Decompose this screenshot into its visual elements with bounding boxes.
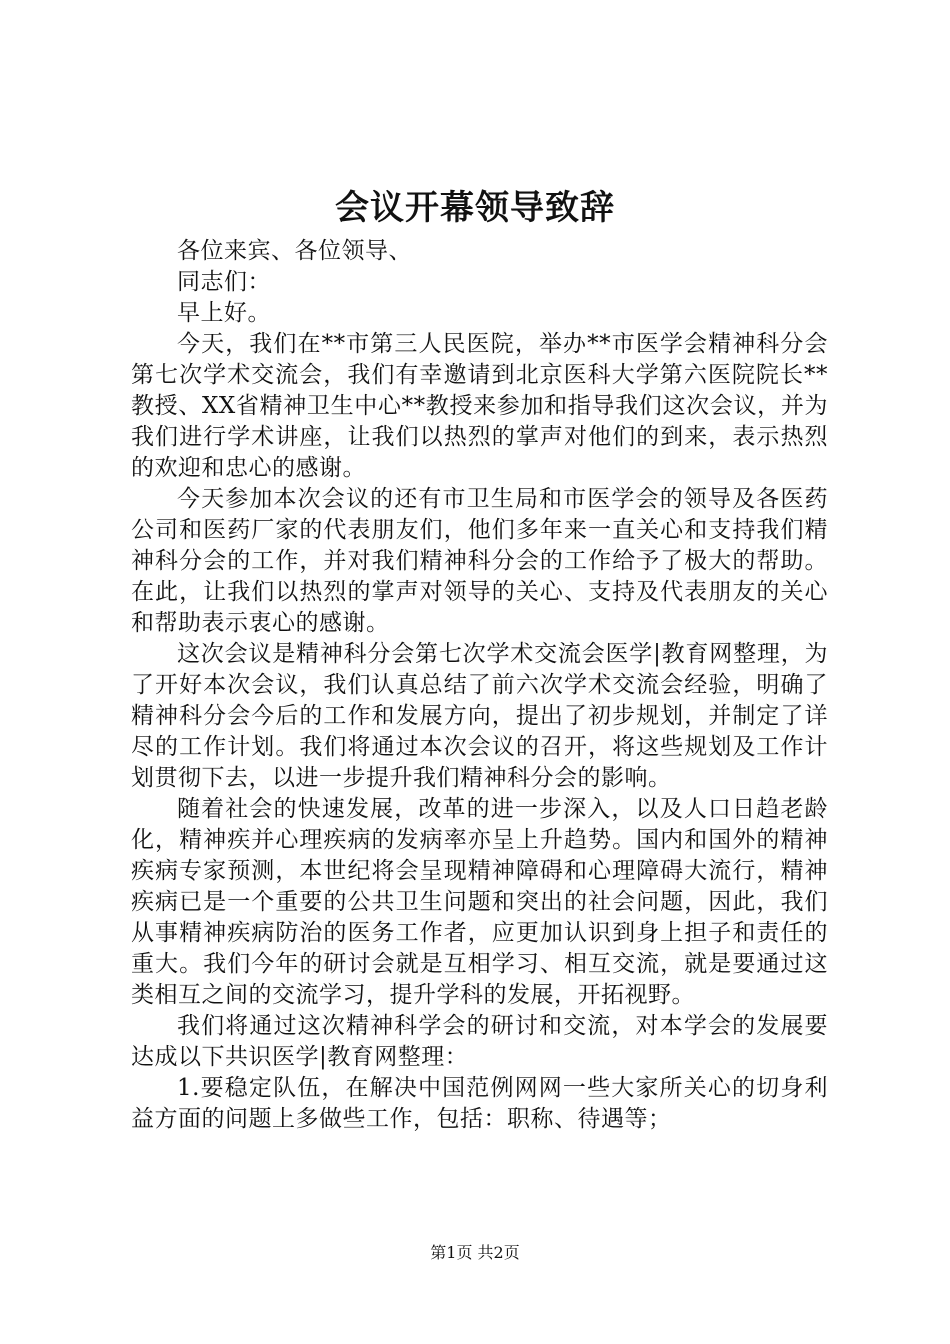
paragraph-welcome: 今天，我们在**市第三人民医院，举办**市医学会精神科分会第七次学术交流会，我们有幸邀请到北京医科大学第六医院院长**教授、XX省精神卫生中心**教授来参加和指导我们这次会议，并为我们进行学术讲座，让我们以热烈的掌声对他们的到来，表示热烈的欢迎和忠心的感谢。 — [131, 331, 828, 481]
greeting-line: 早上好。 — [177, 300, 271, 326]
document-body — [131, 236, 828, 1135]
document-title: 会议开幕领导致辞 — [335, 188, 615, 228]
paragraph-social-development: 随着社会的快速发展，改革的进一步深入，以及人口日趋老龄化，精神疾并心理疾病的发病率亦呈上升趋势。国内和国外的精神疾病专家预测，本世纪将会呈现精神障碍和心理障碍大流行，精神疾病已是一个重要的公共卫生问题和突出的社会问题，因此，我们从事精神疾病防治的医务工作者，应更加认识到身上担子和责任的重大。我们今年的研讨会就是互相学习、相互交流，就是要通过这类相互之间的交流学习，提升学科的发展，开拓视野。 — [131, 796, 828, 1008]
salutation-line-2: 同志们： — [177, 269, 271, 295]
paragraph-thanks: 今天参加本次会议的还有市卫生局和市医学会的领导及各医药公司和医药厂家的代表朋友们，他们多年来一直关心和支持我们精神科分会的工作，并对我们精神科分会的工作给予了极大的帮助。在此，让我们以热烈的掌声对领导的关心、支持及代表朋友的关心和帮助表示衷心的感谢。 — [131, 486, 828, 636]
paragraph-consensus-intro: 我们将通过这次精神科学会的研讨和交流，对本学会的发展要达成以下共识医学|教育网整理： — [131, 1013, 828, 1070]
paragraph-consensus-item-1: 1.要稳定队伍，在解决中国范例网网一些大家所关心的切身利益方面的问题上多做些工作，包括：职称、待遇等； — [131, 1075, 828, 1132]
page-footer: 第1页 共2页 — [430, 1243, 520, 1262]
paragraph-meeting-purpose: 这次会议是精神科分会第七次学术交流会医学|教育网整理，为了开好本次会议，我们认真总结了前六次学术交流会经验，明确了精神科分会今后的工作和发展方向，提出了初步规划，并制定了详尽的工作计划。我们将通过本次会议的召开，将这些规划及工作计划贯彻下去，以进一步提升我们精神科分会的影响。 — [131, 641, 828, 791]
salutation-line-1: 各位来宾、各位领导、 — [177, 238, 412, 264]
